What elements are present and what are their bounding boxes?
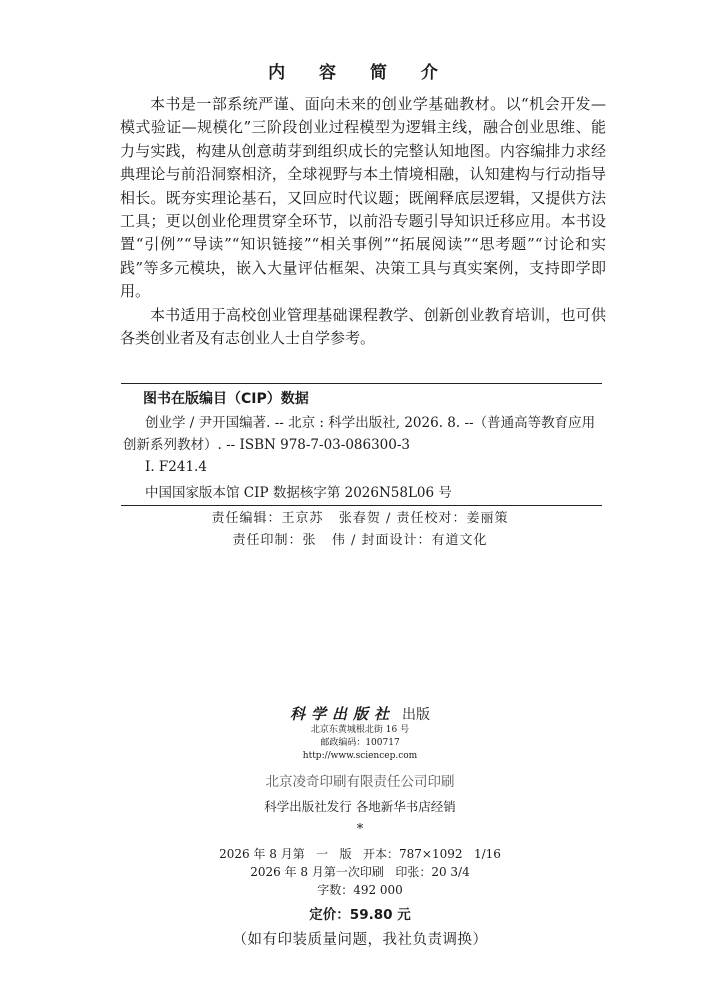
price: 定价：59.80 元: [309, 907, 411, 923]
credits-line-production: 责任印制：张 伟 / 封面设计：有道文化: [232, 533, 488, 548]
cip-classification: Ⅰ. F241.4: [145, 459, 207, 475]
intro-paragraph-2: 本书适用于高校创业管理基础课程教学、创新创业教育培训，也可供各类创业者及有志创业人士自学参考。: [120, 305, 606, 348]
publisher-address: 北京东黄城根北街 16 号: [310, 725, 410, 735]
page-title: 内 容 简 介: [268, 63, 452, 83]
publisher-website: http://www.sciencep.com: [302, 751, 418, 761]
printer-line: 北京凌奇印刷有限责任公司印刷: [265, 774, 455, 790]
cip-entry: 创业学 / 尹开国编著. -- 北京 : 科学出版社, 2026. 8. --（普通高等教育应用创新系列教材）. -- ISBN 978-7-03-086300-3: [123, 415, 596, 453]
publisher-suffix: 出版: [402, 707, 431, 723]
cip-record-number: 中国国家版本馆 CIP 数据核字第 2026N58L06 号: [145, 485, 452, 501]
distribution-line: 科学出版社发行 各地新华书店经销: [264, 799, 456, 814]
publisher-line: [0, 703, 720, 724]
edition-line-3: 字数：492 000: [317, 883, 403, 897]
intro-paragraph-1: 本书是一部系统严谨、面向未来的创业学基础教材。以“机会开发—模式验证—规模化”三阶段创业过程模型为逻辑主线，融合创业思维、能力与实践，构建从创意萌芽到组织成长的完整认知地图。内容编排力求经典理论与前沿洞察相济，全球视野与本土情境相融，认知建构与行动指导相长。既夯实理论基石，又回应时代议题；既阐释底层逻辑，又提供方法工具；更以创业伦理贯穿全环节，以前沿专题引导知识迁移应用。本书设置“引例”“导读”“知识链接”“相关事例”“拓展阅读”“思考题”“讨论和实践”等多元模块，嵌入大量评估框架、决策工具与真实案例，支持即学即用。: [120, 95, 606, 301]
intro-section: [120, 93, 606, 350]
cip-top-rule: [121, 383, 602, 384]
publisher-name: 科学出版社: [289, 705, 395, 723]
cip-heading: 图书在版编目（CIP）数据: [143, 391, 309, 407]
publisher-postcode: 邮政编码：100717: [320, 738, 400, 748]
credits-line-editors: 责任编辑：王京苏 张春贺 / 责任校对：姜丽策: [211, 511, 509, 526]
cip-block: [123, 412, 601, 504]
cip-bottom-rule: [121, 505, 602, 506]
edition-info: [0, 845, 720, 899]
separator-star: *: [356, 822, 364, 837]
edition-line-2: 2026 年 8 月第一次印刷 印张：20 3/4: [250, 865, 470, 879]
edition-line-1: 2026 年 8 月第 一 版 开本：787×1092 1/16: [219, 847, 501, 861]
credits: [0, 508, 720, 552]
quality-notice: （如有印装质量问题，我社负责调换）: [232, 932, 488, 948]
